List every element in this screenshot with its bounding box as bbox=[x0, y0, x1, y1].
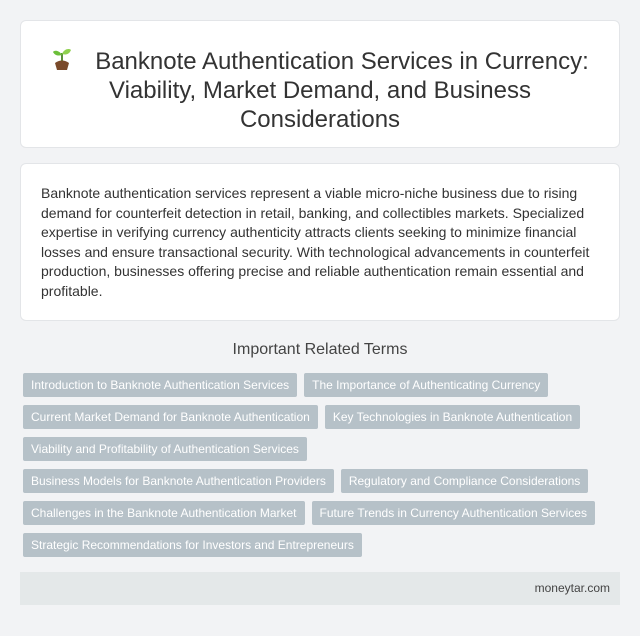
related-term-tag[interactable]: The Importance of Authenticating Currency bbox=[304, 373, 548, 397]
related-term-tag[interactable]: Viability and Profitability of Authentication Services bbox=[23, 437, 307, 461]
footer-site-link[interactable]: moneytar.com bbox=[534, 581, 610, 595]
related-term-tag[interactable]: Current Market Demand for Banknote Authentication bbox=[23, 405, 318, 429]
footer bbox=[20, 572, 620, 605]
tag-row bbox=[23, 469, 623, 493]
related-term-tag[interactable]: Business Models for Banknote Authentication Providers bbox=[23, 469, 334, 493]
tag-row bbox=[23, 533, 623, 557]
related-term-tag[interactable]: Challenges in the Banknote Authentication Market bbox=[23, 501, 305, 525]
summary-card bbox=[20, 163, 620, 321]
tag-row bbox=[23, 405, 623, 429]
tag-row bbox=[23, 501, 623, 525]
title-card bbox=[20, 20, 620, 148]
sprout-icon bbox=[51, 47, 73, 71]
tag-row bbox=[23, 373, 623, 397]
related-term-tag[interactable]: Key Technologies in Banknote Authentication bbox=[325, 405, 580, 429]
title-text: Banknote Authentication Services in Currency: Viability, Market Demand, and Business Considerations bbox=[95, 48, 589, 133]
related-term-tag[interactable]: Strategic Recommendations for Investors and Entrepreneurs bbox=[23, 533, 362, 557]
related-terms-list bbox=[23, 373, 623, 565]
related-term-tag[interactable]: Regulatory and Compliance Considerations bbox=[341, 469, 588, 493]
related-term-tag[interactable]: Introduction to Banknote Authentication Services bbox=[23, 373, 297, 397]
related-term-tag[interactable]: Future Trends in Currency Authentication Services bbox=[312, 501, 595, 525]
related-terms-heading: Important Related Terms bbox=[232, 341, 408, 358]
summary-text: Banknote authentication services represent a viable micro-niche business due to rising demand for counterfeit detection in retail, banking, and collectibles markets. Specialized expertise in verifying currency authenticity attracts clients seeking to minimize financial losses and ensure transactional security. With technological advancements in counterfeit production, businesses offering precise and reliable authentication remain essential and profitable. bbox=[41, 185, 590, 299]
page-title bbox=[41, 47, 599, 134]
tag-row bbox=[23, 437, 623, 461]
